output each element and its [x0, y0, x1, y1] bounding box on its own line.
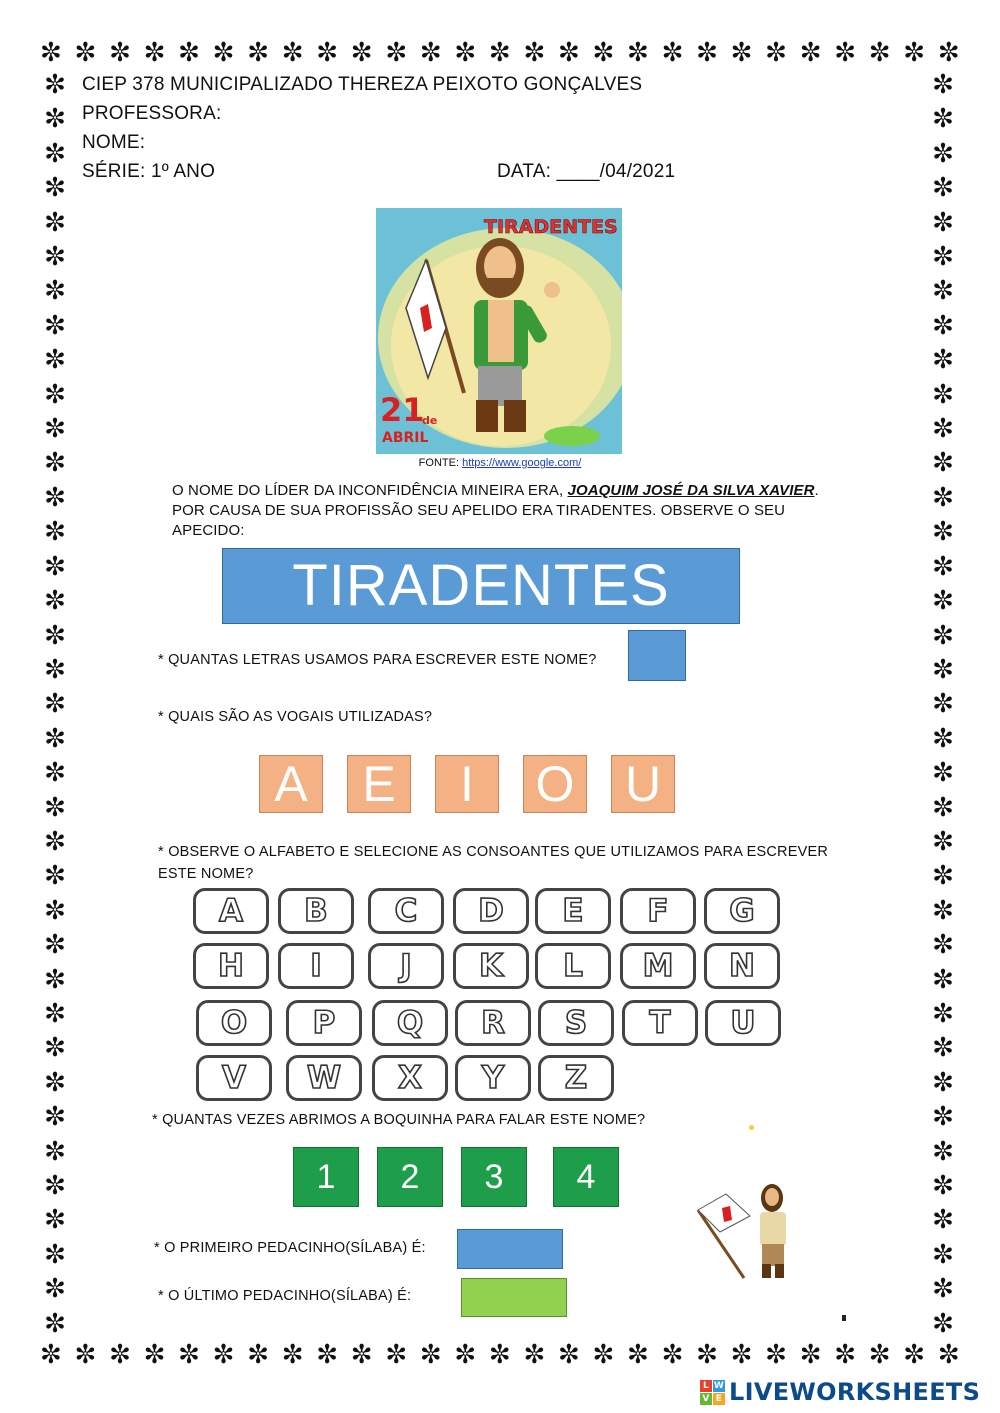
border-bottom: [40, 1342, 960, 1372]
border-star-icon: ✼: [44, 1205, 66, 1236]
border-star-icon: ✼: [44, 138, 66, 169]
border-star-icon: ✼: [316, 38, 339, 68]
border-star-icon: ✼: [696, 1340, 718, 1370]
border-star-icon: ✼: [592, 38, 615, 68]
first-syllable-answer-box[interactable]: [457, 1229, 563, 1269]
border-star-icon: ✼: [44, 448, 66, 479]
name-banner: TIRADENTES: [222, 548, 740, 624]
border-star-icon: ✼: [44, 482, 66, 513]
border-star-icon: ✼: [44, 620, 66, 651]
alphabet-tile[interactable]: J: [368, 943, 444, 989]
liveworksheets-logo[interactable]: [700, 1377, 980, 1407]
border-star-icon: ✼: [765, 1340, 787, 1370]
border-star-icon: ✼: [44, 1033, 66, 1064]
decorative-dot: [842, 1315, 846, 1321]
border-star-icon: ✼: [932, 207, 954, 238]
border-star-icon: ✼: [44, 723, 66, 754]
border-star-icon: ✼: [932, 310, 954, 341]
logo-badge-icon: L W V E: [700, 1380, 725, 1405]
border-star-icon: ✼: [932, 1102, 954, 1133]
border-star-icon: ✼: [350, 38, 373, 68]
alphabet-tile[interactable]: T: [622, 1000, 698, 1046]
border-star-icon: ✼: [44, 930, 66, 961]
border-star-icon: ✼: [661, 1340, 684, 1370]
date-label: DATA: ____/04/2021: [497, 161, 676, 182]
intro-paragraph: [172, 481, 840, 541]
border-star-icon: ✼: [385, 38, 408, 68]
border-star-icon: ✼: [40, 38, 62, 68]
border-star-icon: ✼: [932, 1308, 954, 1339]
border-left: [40, 72, 70, 1337]
border-star-icon: ✼: [143, 1340, 166, 1370]
serie-label: SÉRIE: 1º ANO: [82, 161, 216, 182]
border-star-icon: ✼: [44, 586, 66, 617]
border-star-icon: ✼: [932, 448, 954, 479]
number-tile[interactable]: 1: [293, 1147, 359, 1207]
alphabet-tile[interactable]: I: [278, 943, 354, 989]
alphabet-tile[interactable]: A: [193, 888, 269, 934]
letter-count-answer-box[interactable]: [628, 630, 686, 681]
border-star-icon: ✼: [903, 38, 926, 68]
border-star-icon: ✼: [661, 38, 684, 68]
question-syllable-count: * QUANTAS VEZES ABRIMOS A BOQUINHA PARA FALAR ESTE NOME?: [152, 1112, 646, 1128]
border-star-icon: ✼: [932, 1239, 954, 1270]
border-star-icon: ✼: [932, 414, 954, 445]
border-star-icon: ✼: [932, 654, 954, 685]
alphabet-tile[interactable]: C: [368, 888, 444, 934]
border-star-icon: ✼: [44, 792, 66, 823]
alphabet-tile[interactable]: G: [704, 888, 780, 934]
vowel-tile[interactable]: I: [435, 755, 499, 813]
border-star-icon: ✼: [696, 38, 718, 68]
border-star-icon: ✼: [44, 689, 66, 720]
border-star-icon: ✼: [937, 1340, 960, 1370]
border-star-icon: ✼: [44, 1171, 66, 1201]
alphabet-tile[interactable]: F: [620, 888, 696, 934]
border-star-icon: ✼: [40, 1340, 62, 1370]
border-star-icon: ✼: [143, 38, 166, 68]
illustration-date-de: de: [422, 414, 438, 427]
illustration-date-number: 21: [380, 391, 425, 429]
school-name: CIEP 378 MUNICIPALIZADO THEREZA PEIXOTO GONÇALVES: [82, 74, 643, 95]
alphabet-tile[interactable]: X: [372, 1055, 448, 1101]
border-star-icon: ✼: [44, 173, 66, 204]
alphabet-tile[interactable]: K: [453, 943, 529, 989]
source-link[interactable]: https://www.google.com/: [462, 457, 582, 469]
border-star-icon: ✼: [44, 1102, 66, 1133]
border-star-icon: ✼: [44, 1308, 66, 1339]
border-star-icon: ✼: [932, 104, 954, 135]
border-star-icon: ✼: [799, 1340, 822, 1370]
border-star-icon: ✼: [932, 517, 954, 548]
vowel-tile[interactable]: U: [611, 755, 675, 813]
border-star-icon: ✼: [281, 38, 304, 68]
border-star-icon: ✼: [932, 723, 954, 754]
number-tile[interactable]: 4: [553, 1147, 619, 1207]
border-star-icon: ✼: [523, 38, 546, 68]
border-star-icon: ✼: [44, 551, 66, 582]
border-star-icon: ✼: [44, 70, 66, 100]
nome-label: NOME:: [82, 132, 146, 153]
border-star-icon: ✼: [44, 998, 66, 1029]
border-star-icon: ✼: [488, 1340, 511, 1370]
vowel-tile[interactable]: O: [523, 755, 587, 813]
border-star-icon: ✼: [937, 38, 960, 68]
border-star-icon: ✼: [44, 654, 66, 685]
border-star-icon: ✼: [44, 964, 66, 995]
alphabet-tile[interactable]: D: [453, 888, 529, 934]
border-star-icon: ✼: [44, 242, 66, 273]
border-star-icon: ✼: [932, 792, 954, 823]
border-star-icon: ✼: [212, 38, 235, 68]
border-star-icon: ✼: [932, 895, 954, 926]
border-star-icon: ✼: [903, 1340, 926, 1370]
question-letter-count: * QUANTAS LETRAS USAMOS PARA ESCREVER ESTE NOME?: [158, 652, 597, 668]
alphabet-tile[interactable]: Z: [538, 1055, 614, 1101]
alphabet-tile[interactable]: N: [704, 943, 780, 989]
alphabet-tile[interactable]: E: [535, 888, 611, 934]
border-star-icon: ✼: [932, 482, 954, 513]
border-star-icon: ✼: [730, 38, 753, 68]
border-star-icon: ✼: [627, 1340, 649, 1370]
border-star-icon: ✼: [44, 826, 66, 857]
professora-label: PROFESSORA:: [82, 103, 222, 124]
border-star-icon: ✼: [178, 38, 200, 68]
border-star-icon: ✼: [932, 138, 954, 169]
alphabet-tile[interactable]: V: [196, 1055, 272, 1101]
source-label: FONTE:: [418, 457, 460, 469]
border-star-icon: ✼: [868, 38, 891, 68]
number-tile[interactable]: 3: [461, 1147, 527, 1207]
alphabet-tile[interactable]: R: [455, 1000, 531, 1046]
border-star-icon: ✼: [44, 861, 66, 892]
vowel-tile[interactable]: A: [259, 755, 323, 813]
border-star-icon: ✼: [730, 1340, 753, 1370]
border-top: [40, 40, 960, 70]
border-star-icon: ✼: [932, 551, 954, 582]
question-consonants: * OBSERVE O ALFABETO E SELECIONE AS CONSOANTES QUE UTILIZAMOS PARA ESCREVER ESTE NOME?: [158, 844, 828, 882]
last-syllable-answer-box[interactable]: [461, 1278, 567, 1317]
border-star-icon: ✼: [523, 1340, 546, 1370]
border-star-icon: ✼: [44, 1136, 66, 1167]
tiradentes-illustration: [376, 208, 622, 454]
alphabet-tile[interactable]: Q: [372, 1000, 448, 1046]
border-star-icon: ✼: [932, 276, 954, 307]
number-tile[interactable]: 2: [377, 1147, 443, 1207]
border-star-icon: ✼: [834, 1340, 857, 1370]
border-star-icon: ✼: [247, 38, 269, 68]
border-star-icon: ✼: [44, 345, 66, 376]
border-star-icon: ✼: [932, 620, 954, 651]
border-star-icon: ✼: [557, 38, 580, 68]
border-star-icon: ✼: [44, 207, 66, 238]
border-star-icon: ✼: [247, 1340, 269, 1370]
border-star-icon: ✼: [932, 1136, 954, 1167]
intro-name: JOAQUIM JOSÉ DA SILVA XAVIER: [567, 482, 815, 499]
image-source: [0, 457, 1000, 469]
border-star-icon: ✼: [44, 1239, 66, 1270]
alphabet-tile[interactable]: M: [620, 943, 696, 989]
alphabet-tile[interactable]: W: [286, 1055, 362, 1101]
border-star-icon: ✼: [44, 379, 66, 410]
alphabet-tile[interactable]: B: [278, 888, 354, 934]
border-star-icon: ✼: [932, 1205, 954, 1236]
border-star-icon: ✼: [932, 758, 954, 789]
border-star-icon: ✼: [44, 758, 66, 789]
question-vowels: * QUAIS SÃO AS VOGAIS UTILIZADAS?: [158, 709, 433, 725]
intro-suffix: . POR CAUSA DE SUA PROFISSÃO SEU APELIDO ERA TIRADENTES. OBSERVE O SEU APECIDO:: [172, 482, 819, 539]
border-star-icon: ✼: [212, 1340, 235, 1370]
border-star-icon: ✼: [74, 1340, 97, 1370]
border-star-icon: ✼: [109, 1340, 131, 1370]
intro-prefix: O NOME DO LÍDER DA INCONFIDÊNCIA MINEIRA ERA,: [172, 482, 568, 499]
border-star-icon: ✼: [932, 70, 954, 100]
border-star-icon: ✼: [932, 379, 954, 410]
border-star-icon: ✼: [454, 1340, 477, 1370]
border-star-icon: ✼: [44, 895, 66, 926]
border-star-icon: ✼: [932, 1274, 954, 1305]
border-star-icon: ✼: [178, 1340, 200, 1370]
alphabet-tile[interactable]: O: [196, 1000, 272, 1046]
alphabet-tile[interactable]: L: [535, 943, 611, 989]
border-star-icon: ✼: [765, 38, 787, 68]
border-star-icon: ✼: [350, 1340, 373, 1370]
border-star-icon: ✼: [868, 1340, 891, 1370]
border-star-icon: ✼: [281, 1340, 304, 1370]
border-star-icon: ✼: [932, 1067, 954, 1098]
border-star-icon: ✼: [932, 1033, 954, 1064]
logo-text: LIVEWORKSHEETS: [729, 1378, 981, 1406]
border-star-icon: ✼: [932, 930, 954, 961]
border-star-icon: ✼: [932, 242, 954, 273]
border-star-icon: ✼: [316, 1340, 339, 1370]
border-star-icon: ✼: [44, 1274, 66, 1305]
border-right: [928, 72, 958, 1337]
question-first-syllable: * O PRIMEIRO PEDACINHO(SÍLABA) É:: [154, 1240, 426, 1256]
border-star-icon: ✼: [385, 1340, 408, 1370]
border-star-icon: ✼: [44, 1067, 66, 1098]
tiradentes-figure: [692, 1180, 810, 1280]
question-last-syllable: * O ÚLTIMO PEDACINHO(SÍLABA) É:: [158, 1288, 412, 1304]
border-star-icon: ✼: [44, 414, 66, 445]
border-star-icon: ✼: [627, 38, 649, 68]
border-star-icon: ✼: [932, 345, 954, 376]
border-star-icon: ✼: [488, 38, 511, 68]
alphabet-tile[interactable]: P: [286, 1000, 362, 1046]
border-star-icon: ✼: [592, 1340, 615, 1370]
decorative-dot: [749, 1125, 754, 1130]
border-star-icon: ✼: [932, 861, 954, 892]
border-star-icon: ✼: [44, 517, 66, 548]
alphabet-tile[interactable]: S: [538, 1000, 614, 1046]
border-star-icon: ✼: [44, 276, 66, 307]
alphabet-tile[interactable]: Y: [455, 1055, 531, 1101]
border-star-icon: ✼: [419, 38, 442, 68]
alphabet-tile[interactable]: U: [705, 1000, 781, 1046]
border-star-icon: ✼: [44, 310, 66, 341]
border-star-icon: ✼: [419, 1340, 442, 1370]
border-star-icon: ✼: [109, 38, 131, 68]
illustration-date-month: ABRIL: [382, 430, 429, 446]
border-star-icon: ✼: [932, 586, 954, 617]
border-star-icon: ✼: [799, 38, 822, 68]
border-star-icon: ✼: [932, 1171, 954, 1201]
border-star-icon: ✼: [932, 689, 954, 720]
border-star-icon: ✼: [74, 38, 97, 68]
alphabet-tile[interactable]: H: [193, 943, 269, 989]
border-star-icon: ✼: [454, 38, 477, 68]
border-star-icon: ✼: [557, 1340, 580, 1370]
border-star-icon: ✼: [834, 38, 857, 68]
border-star-icon: ✼: [932, 173, 954, 204]
border-star-icon: ✼: [932, 964, 954, 995]
border-star-icon: ✼: [44, 104, 66, 135]
illustration-title: TIRADENTES: [484, 216, 618, 238]
border-star-icon: ✼: [932, 826, 954, 857]
vowel-tile[interactable]: E: [347, 755, 411, 813]
border-star-icon: ✼: [932, 998, 954, 1029]
